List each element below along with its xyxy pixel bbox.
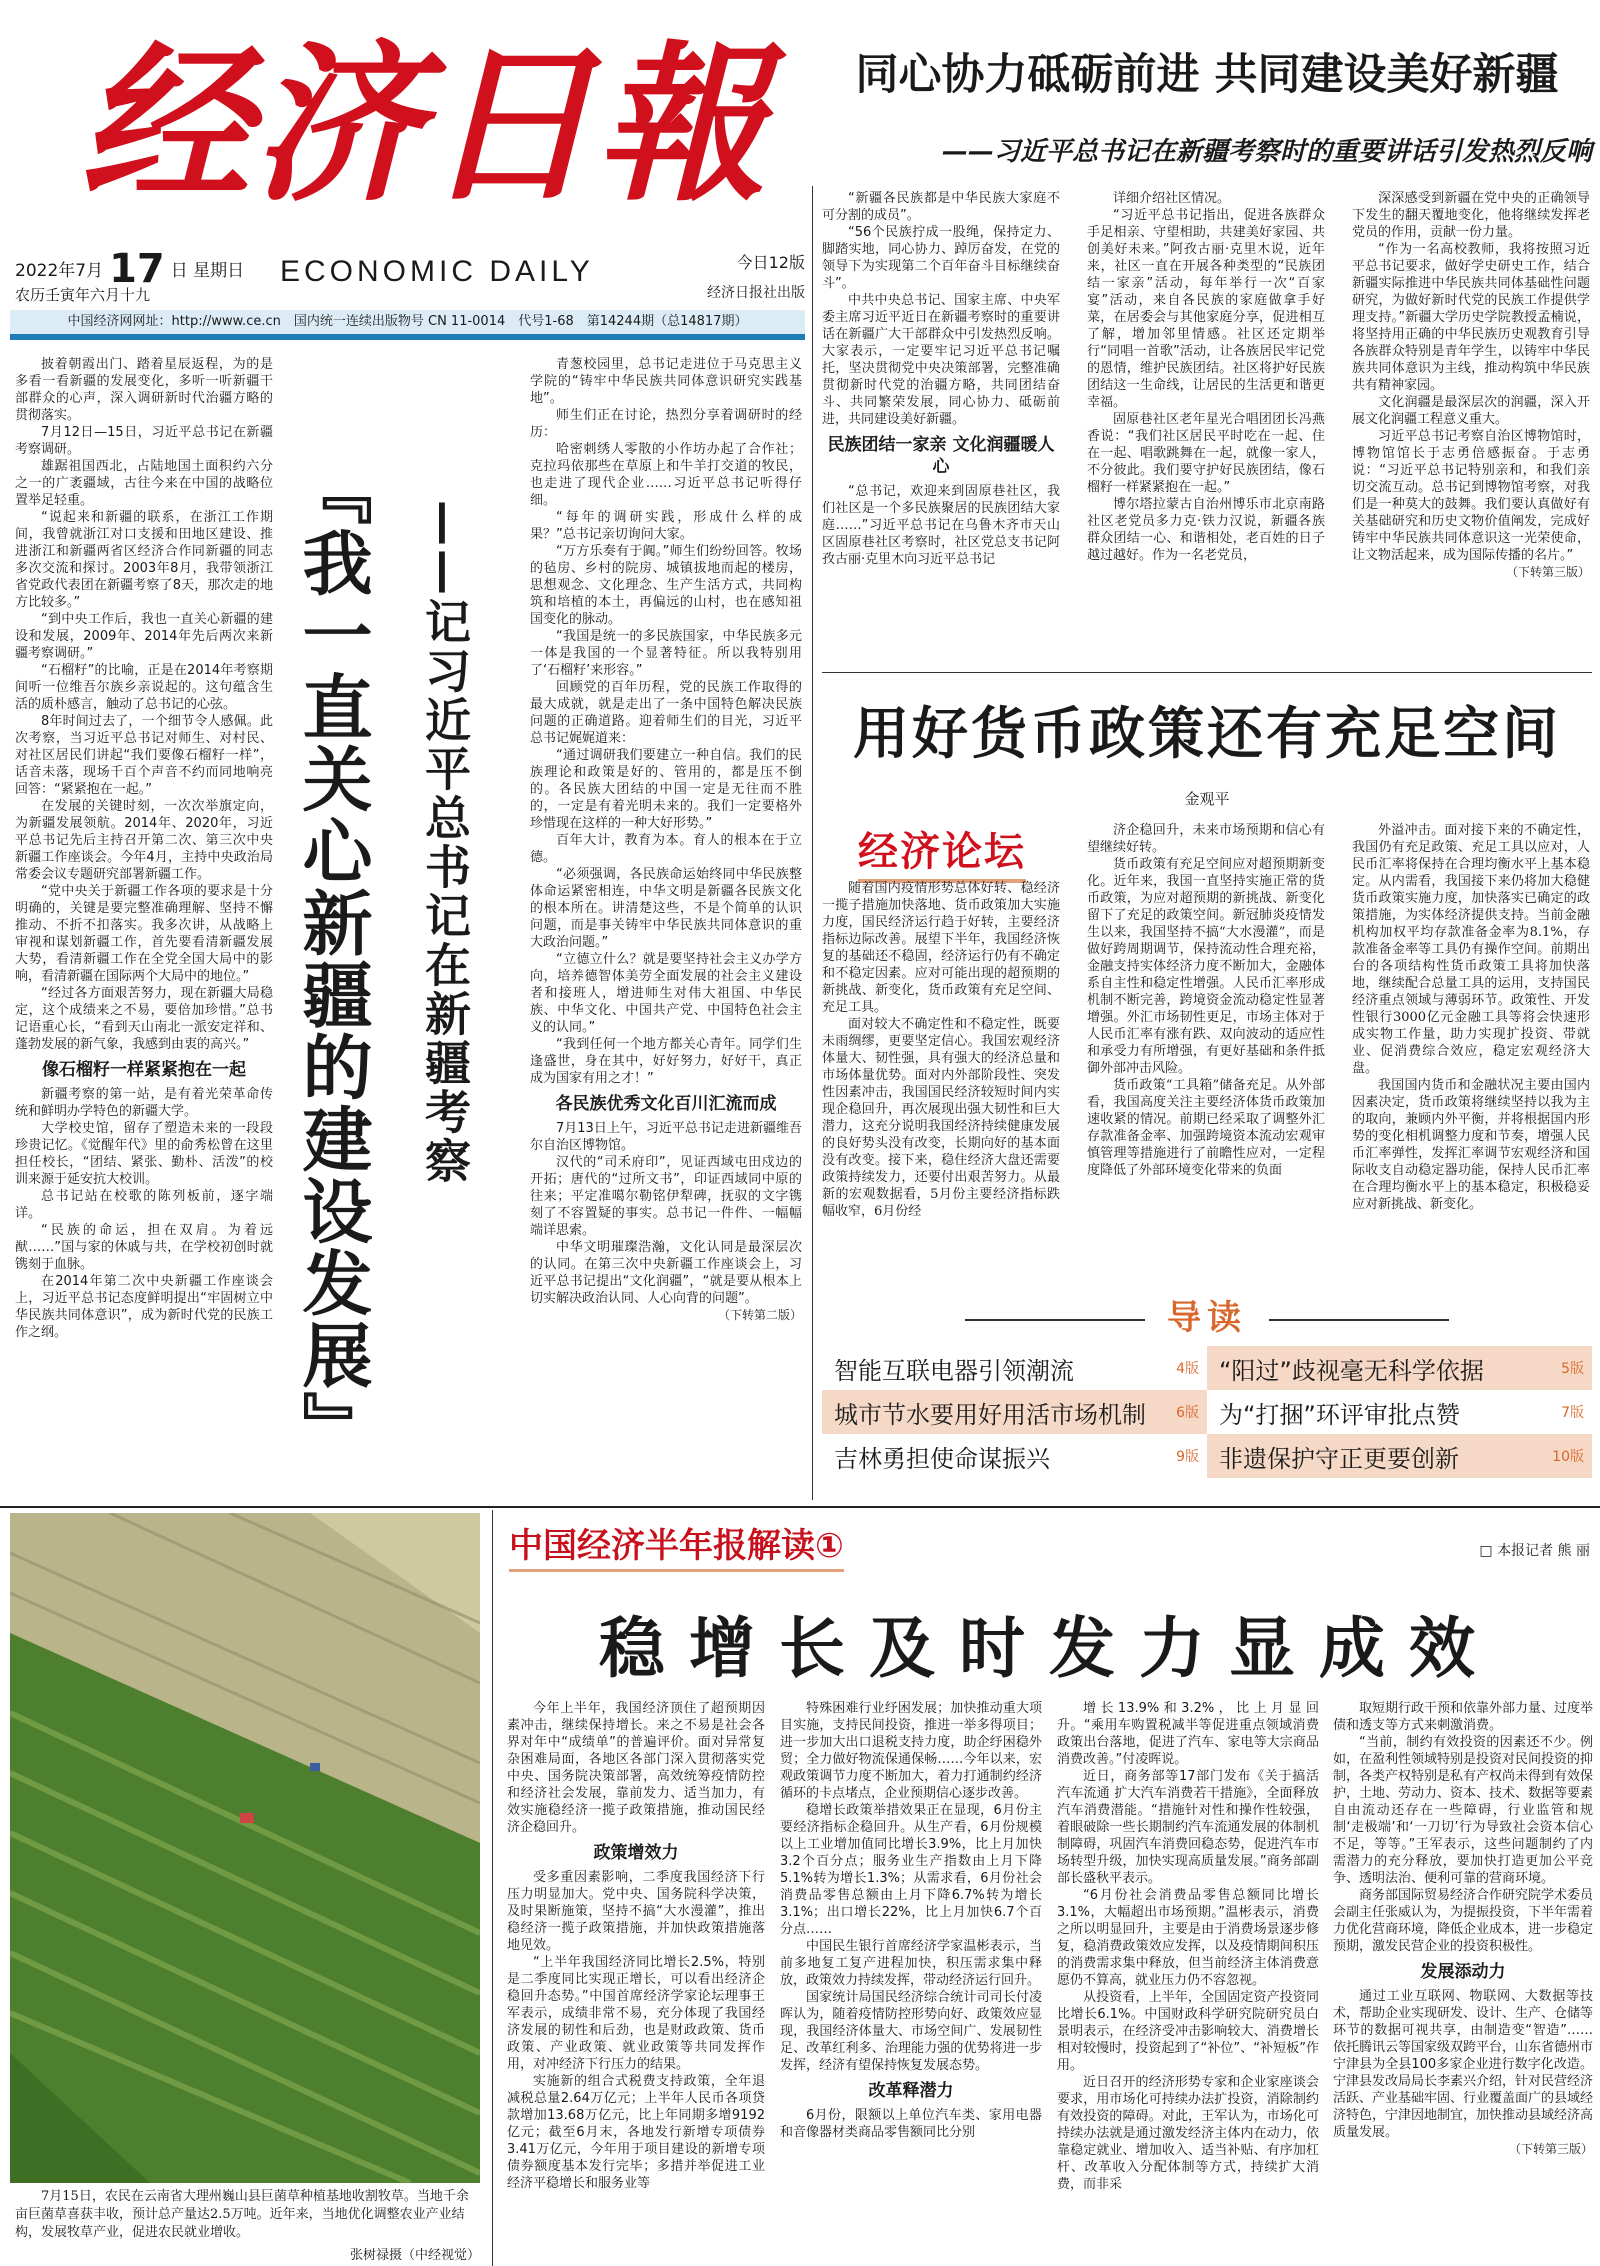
paragraph: “党中央关于新疆工作各项的要求是十分明确的，关键是要完整准确理解、坚持不懈推动、不折不扣落实。我多次讲，从战略上审视和谋划新疆工作，首先要看清新疆发展大势，看清新疆工作在全党全国大局中的影响，看清新疆在国际两个大局中的地位。”: [15, 884, 273, 984]
paragraph: “到中央工作后，我也一直关心新疆的建设和发展，2009年、2014年先后两次来新疆考察调研。”: [15, 612, 273, 661]
paragraph: 回顾党的百年历程，党的民族工作取得的最大成就，就是走出了一条中国特色解决民族问题的正确道路。迎着师生们的目光，习近平总书记娓娓道来：: [530, 680, 802, 746]
guide-title: 导读: [822, 1290, 1592, 1339]
paragraph: 通过工业互联网、物联网、大数据等技术，帮助企业实现研发、设计、生产、仓储等环节的数据可视共享，由制造变“智造”……依托腾讯云等国家级双跨平台，山东省德州市宁津县为全县100多家企业进行数字化改造。宁津县发改局局长李素兴介绍，针对民营经济活跃、产业基础牢固、行业覆盖面广的县域经济特色，宁津因地制宜，加快推动县域经济高质量发展。: [1333, 1989, 1594, 2140]
english-name: ECONOMIC DAILY: [280, 255, 594, 288]
info-band: 中国经济网网址：http://www.ce.cn 国内统一连续出版物号 CN 11-0014 代号1-68 第14244期（总14817期）: [10, 310, 805, 334]
guide-item-page: 6版: [1176, 1405, 1199, 1421]
guide-item-label: “阳过”歧视毫无科学依据: [1219, 1356, 1484, 1385]
photo-credit: 张树禄摄（中经视觉）: [349, 2248, 480, 2263]
column-divider: [492, 1510, 493, 2266]
guide-item[interactable]: [822, 1434, 1207, 1478]
guide-item[interactable]: [1207, 1346, 1592, 1390]
continued-note: （下转第二版）: [717, 1308, 802, 1322]
aerial-field-image: [10, 1513, 480, 2183]
paragraph: “作为一名高校教师，我将按照习近平总书记要求，做好学史研史工作，结合新疆实际推进中华民族共同体基础性问题研究，为做好新时代党的民族工作提供学理支持。”新疆大学历史学院教授孟楠说，将坚持用正确的中华民族历史观教育引导各族群众特别是青年学生，以铸牢中华民族共同体意识为主线，推动构筑中华民族共有精神家园。: [1352, 242, 1590, 393]
paragraph: 披着朝霞出门、踏着星辰返程，为的是多看一看新疆的发展变化，多听一听新疆干部群众的心声，深入调研新时代治疆方略的贯彻落实。: [15, 357, 273, 423]
paragraph: 青葱校园里，总书记走进位于马克思主义学院的“铸牢中华民族共同体意识研究实践基地”。: [530, 357, 802, 406]
forum-column: [1087, 822, 1325, 1179]
paragraph: “通过调研我们要建立一种自信。我们的民族理论和政策是好的、管用的，都是压不倒的。各民族大团结的中国一定是无往而不胜的，一定是有着光明未来的。我们一定要格外珍惜现在这样的一种大好形势。”: [530, 748, 802, 831]
guide-item[interactable]: [1207, 1390, 1592, 1434]
guide-item-label: 城市节水要用好用活市场机制: [834, 1400, 1146, 1429]
paragraph: “新疆各民族都是中华民族大家庭不可分割的成员”。: [822, 191, 1060, 223]
paragraph: 稳增长政策举措效果正在显现，6月份主要经济指标企稳回升。从生产看，6月份规模以上工业增加值同比增长3.9%，比上月加快3.2个百分点；服务业生产指数由上月下降5.1%转为增长1.3%；从需求看，6月份社会消费品零售总额由上月下降6.7%转为增长3.1%；出口增长22%，比上月加快6.7个百分点……: [780, 1803, 1042, 1937]
lunar-date: 农历壬寅年六月十九: [15, 286, 151, 304]
guide-item[interactable]: [822, 1390, 1207, 1434]
divider: [10, 334, 805, 340]
section-subhead: 改革释潜力: [868, 2081, 954, 2101]
half-year-headline: 稳增长及时发力显成效: [599, 1610, 1499, 1687]
section-subhead: 像石榴籽一样紧紧抱在一起: [42, 1060, 246, 1080]
paragraph: 济企稳回升，未来市场预期和信心有望继续好转。: [1087, 823, 1325, 855]
column-divider: [812, 186, 813, 1500]
paragraph: 货币政策“工具箱”储备充足。从外部看，我国高度关注主要经济体货币政策加速收紧的情况。前期已经采取了调整外汇存款准备金率、加强跨境资本流动宏观审慎管理等措施进行了前瞻性应对，一定程度降低了外部环境变化带来的负面: [1087, 1078, 1325, 1178]
lead-story-subtitle: ——记习近平总书记在新疆考察: [418, 500, 472, 1186]
lead-story-title: 『我一直关心新疆的建设发展』: [291, 455, 373, 1463]
photo-caption: 7月15日，农民在云南省大理州巍山县巨菌草种植基地收割牧草。当地千余亩巨菌草喜获丰收，预计总产量达2.5万吨。近年来，当地优化调整农业产业结构，发展牧草产业，促进农民就业增收。: [15, 2189, 469, 2240]
paragraph: “6月份社会消费品零售总额同比增长3.1%，大幅超出市场预期。”温彬表示，消费之所以明显回升，主要是由于消费场景逐步修复，稳消费政策效应发挥，以及疫情期间积压的消费需求集中释放，但当前经济主体消费意愿仍不算高，就业压力仍不容忽视。: [1057, 1888, 1319, 1988]
paragraph: “万方乐奏有于阗。”师生们纷纷回答。牧场的毡房、乡村的院房、城镇拔地而起的楼房，思想观念、文化理念、生产生活方式，共同构筑和培植的本土，再偏远的山村，也在感知祖国变化的脉动。: [530, 544, 802, 627]
guide-item-page: 10版: [1552, 1449, 1584, 1465]
top-story-column: [822, 190, 1060, 568]
paragraph: 受多重因素影响，二季度我国经济下行压力明显加大。党中央、国务院科学决策，及时果断施策，坚持不搞“大水漫灌”，推出稳经济一揽子政策措施，并加快政策措施落地见效。: [507, 1870, 765, 1953]
paragraph: 新疆考察的第一站，是有着光荣革命传统和鲜明办学特色的新疆大学。: [15, 1087, 273, 1119]
paragraph: 文化润疆是最深层次的润疆，深入开展文化润疆工程意义重大。: [1352, 395, 1590, 427]
paragraph: 大学校史馆，留存了塑造未来的一段段珍贵记忆。《觉醒年代》里的俞秀松曾在这里担任校长，“团结、紧张、勤朴、活泼”的校训来源于延安抗大校训。: [15, 1121, 273, 1187]
paragraph: “总书记，欢迎来到固原巷社区，我们社区是一个多民族聚居的民族团结大家庭……”习近平总书记在乌鲁木齐市天山区固原巷社区考察时，社区党总支书记阿孜古丽·克里木向习近平总书记: [822, 484, 1060, 567]
guide-item[interactable]: [822, 1346, 1207, 1390]
section-divider: [822, 672, 1592, 673]
section-subhead: 各民族优秀文化百川汇流而成: [555, 1094, 777, 1114]
paragraph: 中国民生银行首席经济学家温彬表示，当前多地复工复产进程加快，积压需求集中释放，政策效力持续发挥，带动经济运行回升。: [780, 1939, 1042, 1988]
paragraph: 7月12日—15日，习近平总书记在新疆考察调研。: [15, 425, 273, 457]
paragraph: 在发展的关键时刻，一次次举旗定向，为新疆发展领航。2014年、2020年，习近平总书记先后主持召开第二次、第三次中央新疆工作座谈会。今年4月，主持中央政治局常委会议专题研究部署新疆工作。: [15, 799, 273, 882]
top-story-subhead: ——习近平总书记在新疆考察时的重要讲话引发热烈反响: [941, 137, 1592, 167]
guide-item-page: 9版: [1176, 1449, 1199, 1465]
paragraph: 近日召开的经济形势专家和企业家座谈会要求，用市场化可持续办法扩投资，消除制约有效投资的障碍。对此，王军认为，市场化可持续办法就是通过激发经济主体内在动力，依靠稳定就业、增加收入、适当补贴、有序加杠杆、改革收入分配体制等方式，持续扩大消费，而非采: [1057, 2075, 1319, 2192]
paragraph: 从投资看，上半年，全国固定资产投资同比增长6.1%。中国财政科学研究院研究员白景明表示，在经济受冲击影响较大、消费增长相对较慢时，投资起到了“补位”、“补短板”作用。: [1057, 1990, 1319, 2073]
paragraph: 在2014年第二次中央新疆工作座谈会上，习近平总书记态度鲜明提出“牢固树立中华民族共同体意识”，成为新时代党的民族工作之纲。: [15, 1274, 273, 1340]
paragraph: “习近平总书记指出，促进各族群众手足相亲、守望相助，共建美好家园、共创美好未来。”阿孜古丽·克里木说，近年来，社区一直在开展各种类型的“民族团结一家亲”活动，每年举行一次“百家宴”活动，来自各民族的家庭做拿手好菜，在居委会与其他家庭分享，促进相互了解，增加邻里情感。社区还定期举行“同唱一首歌”活动，让各族居民牢记党的恩情，维护民族团结。社区将护好民族团结这一生命线，让居民的生活更和谐更幸福。: [1087, 208, 1325, 410]
paragraph: 7月13日上午，习近平总书记走进新疆维吾尔自治区博物馆。: [530, 1121, 802, 1153]
date-day: 17: [109, 246, 165, 292]
half-year-column: [780, 1700, 1042, 2141]
pages-today: 今日12版: [736, 253, 805, 272]
forum-column: [1352, 822, 1590, 1213]
guide-item-label: 非遗保护守正更要创新: [1219, 1444, 1459, 1473]
paragraph: 外溢冲击。面对接下来的不确定性，我国仍有充足政策、充足工具以应对，人民币汇率将保持在合理均衡水平上基本稳定。从内需看，我国接下来仍将加大稳健货币政策实施力度，加快落实已确定的政策措施，为实体经济提供支持。当前金融机构加权平均存款准备金率为8.1%，存款准备金率等工具仍有操作空间。前期出台的各项结构性货币政策工具将加快落地，继续配合总量工具的运用，支持国民经济重点领域与薄弱环节。政策性、开发性银行3000亿元金融工具等将会快速形成实物工作量，助力实现扩投资、带就业、促消费综合效应，稳定宏观经济大盘。: [1352, 823, 1590, 1076]
guide-item-label: 吉林勇担使命谋振兴: [834, 1444, 1050, 1473]
harvest-photo: [10, 1513, 480, 2183]
paragraph: “经过各方面艰苦努力，现在新疆大局稳定，这个成绩来之不易，要倍加珍惜。”总书记语重心长，“看到天山南北一派安定祥和、蓬勃发展的新气象，我感到由衷的高兴。”: [15, 986, 273, 1052]
paragraph: 8年时间过去了，一个细节令人感佩。此次考察，当习近平总书记对师生、对村民、对社区居民们讲起“我们要像石榴籽一样”，话音未落，现场千百个声音不约而同地响亮回答：“紧紧抱在一起。”: [15, 714, 273, 797]
paragraph: “56个民族拧成一股绳，保持定力、脚踏实地，同心协力、踔厉奋发，在党的领导下为实现第二个百年奋斗目标继续奋斗”。: [822, 225, 1060, 291]
top-story-column: [1087, 190, 1325, 564]
paragraph: 今年上半年，我国经济顶住了超预期因素冲击，继续保持增长。来之不易是社会各界对年中“成绩单”的普遍评价。面对异常复杂困难局面，各地区各部门深入贯彻落实党中央、国务院决策部署，高效统筹疫情防控和经济社会发展，靠前发力、适当加力，有效实施稳经济一揽子政策措施，推动国民经济企稳回升。: [507, 1701, 765, 1835]
section-subhead: 政策增效力: [593, 1843, 679, 1863]
paragraph: “必须强调，各民族命运始终同中华民族整体命运紧密相连，中华文明是新疆各民族文化的根本所在。讲清楚这些，不是个简单的认识问题，而是事关铸牢中华民族共同体意识的重大政治问题。”: [530, 867, 802, 950]
paragraph: 博尔塔拉蒙古自治州博乐市北京南路社区老党员多力克·铁力汉说，新疆各族群众团结一心、和谐相处，老百姓的日子越过越好。作为一名老党员，: [1087, 497, 1325, 563]
paragraph: 中共中央总书记、国家主席、中央军委主席习近平近日在新疆考察时的重要讲话在新疆广大干部群众中引发热烈反响。大家表示，一定要牢记习近平总书记嘱托，坚决贯彻党中央决策部署，完整准确贯彻新时代党的治疆方略，共同团结奋斗、共同繁荣发展，同心协力、砥砺前进，共同建设美好新疆。: [822, 293, 1060, 427]
date-suffix: 日 星期日: [170, 261, 245, 281]
paragraph: 固原巷社区老年星光合唱团团长冯燕香说：“我们社区居民平时吃在一起、住在一起、唱歌跳舞在一起，就像一家人，不分彼此。我们要守护好民族团结，像石榴籽一样紧紧抱在一起。”: [1087, 412, 1325, 495]
series-label: 中国经济半年报解读①: [509, 1518, 844, 1572]
half-year-column: [507, 1700, 765, 2192]
forum-label: 经济论坛: [858, 820, 1026, 883]
section-subhead: 发展添动力: [1420, 1962, 1506, 1982]
publisher: 经济日报社出版: [707, 285, 805, 301]
paragraph: 取短期行政干预和依靠外部力量、过度举债和透支等方式来刺激消费。: [1333, 1701, 1594, 1733]
paragraph: 特殊困难行业纾困发展；加快推动重大项目实施，支持民间投资，推进一举多得项目；进一步加大出口退税支持力度，助企纾困稳外贸；全力做好物流保通保畅……今年以来，宏观政策调节力度不断加大，着力打通制约经济循环的卡点堵点，企业预期信心逐步改善。: [780, 1701, 1042, 1801]
guide-item-label: 智能互联电器引领潮流: [834, 1356, 1074, 1385]
top-story-headline: 同心协力砥砺前进 共同建设美好新疆: [855, 50, 1559, 100]
paragraph: 商务部国际贸易经济合作研究院学术委员会副主任张威认为，为提振投资，下半年需着力优化营商环境，降低企业成本，进一步稳定预期，激发民营企业的投资积极性。: [1333, 1888, 1594, 1954]
guide-item-page: 4版: [1176, 1361, 1199, 1377]
reporter-byline: □ 本报记者 熊 丽: [1479, 1543, 1590, 1559]
paragraph: 汉代的“司禾府印”，见证西域屯田戍边的开拓；唐代的“过所文书”，印证西域同中原的往来；平定准噶尔勒铭伊犁碑，抚驭的文字镌刻了不容置疑的事实。总书记一件件、一幅幅端详思索。: [530, 1155, 802, 1238]
forum-headline: 用好货币政策还有充足空间: [853, 702, 1561, 767]
harvester: [240, 1813, 254, 1823]
paragraph: 近日，商务部等17部门发布《关于搞活汽车流通 扩大汽车消费若干措施》，全面释放汽车消费潜能。“措施针对性和操作性较强，着眼破除一些长期制约汽车流通发展的体制机制障碍，巩固汽车消费回稳态势，促进汽车市场转型升级，加快实现高质量发展。”商务部副部长盛秋平表示。: [1057, 1769, 1319, 1886]
continued-note: （下转第三版）: [1508, 2142, 1593, 2156]
paragraph: “石榴籽”的比喻，正是在2014年考察期间听一位维吾尔族乡亲说起的。这句蕴含生活的质朴感言，触动了总书记的心弦。: [15, 663, 273, 712]
paragraph: 货币政策有充足空间应对超预期新变化。近年来，我国一直坚持实施正常的货币政策，为应对超预期的新挑战、新变化留下了充足的政策空间。新冠肺炎疫情发生以来，我国坚持不搞“大水漫灌”，而是做好跨周期调节，保持流动性合理充裕，金融支持实体经济力度不断加大，金融体系自主性和稳定性增强。人民币汇率形成机制不断完善，跨境资金流动稳定性显著增强。外汇市场韧性更足，市场主体对于人民币汇率有涨有跌、双向波动的适应性和承受力有所增强，有更好基础和条件抵御外部冲击风险。: [1087, 857, 1325, 1076]
section-subhead: 民族团结一家亲 文化润疆暖人心: [827, 435, 1055, 477]
guide-item-page: 7版: [1561, 1405, 1584, 1421]
paragraph: “上半年我国经济同比增长2.5%，特别是二季度同比实现正增长，可以看出经济企稳回升态势。”中国首席经济学家论坛理事王军表示，成绩非常不易，充分体现了我国经济发展的韧性和后劲，也是财政政策、货币政策、产业政策、就业政策等共同发挥作用，对冲经济下行压力的结果。: [507, 1955, 765, 2072]
date-prefix: 2022年7月: [15, 261, 104, 281]
paragraph: 习近平总书记考察自治区博物馆时，博物馆馆长于志勇倍感振奋。于志勇说：“习近平总书记特别亲和，和我们亲切交流互动。总书记到博物馆考察，对我们是一种莫大的鼓舞。我们要认真做好有关基础研究和历史文物价值阐发，完成好铸牢中华民族共同体意识这一光荣使命，让文物活起来，成为国际传播的名片。”: [1352, 429, 1590, 563]
paragraph: “说起来和新疆的联系，在浙江工作期间，我曾就浙江对口支援和田地区建设、推进浙江和新疆两省区经济合作同新疆的同志多次交流和探讨。2003年8月，我带领浙江省党政代表团在新疆考察了8天，那次走的地方比较多。”: [15, 510, 273, 610]
lead-story-column: [530, 356, 802, 1324]
guide-item-label: 为“打捆”环评审批点赞: [1219, 1400, 1460, 1429]
newspaper-logo: 经济日報: [80, 25, 769, 225]
paragraph: 中华文明璀璨浩瀚，文化认同是最深层次的认同。在第三次中央新疆工作座谈会上，习近平总书记提出“文化润疆”，“就是要从根本上切实解决政治认同、人心向背的问题”。: [530, 1240, 802, 1306]
paragraph: 师生们正在讨论，热烈分享着调研时的经历：: [530, 408, 802, 440]
paragraph: 我国国内货币和金融状况主要由国内因素决定，货币政策将继续坚持以我为主的取向，兼顾内外平衡，并将根据国内形势的变化相机调整力度和节奏，增强人民币汇率弹性，发挥汇率调节宏观经济和国际收支自动稳定器功能，保持人民币汇率在合理均衡水平上的基本稳定，积极稳妥应对新挑战、新变化。: [1352, 1078, 1590, 1212]
top-story-column: [1352, 190, 1590, 581]
forum-byline: 金观平: [1184, 790, 1230, 808]
paragraph: 实施新的组合式税费支持政策，全年退减税总量2.64万亿元；上半年人民币各项贷款增加13.68万亿元，比上年同期多增9192亿元；截至6月末，各地发行新增专项债券3.41万亿元，今年用于项目建设的新增专项债券额度基本发行完毕；多措并举促进工业经济平稳增长和服务业等: [507, 2074, 765, 2191]
guide-item[interactable]: [1207, 1434, 1592, 1478]
paragraph: “我到任何一个地方都关心青年。同学们生逢盛世，身在其中，好好努力，好好干，真正成为国家有用之才！”: [530, 1037, 802, 1086]
paragraph: 雄踞祖国西北，占陆地国土面积约六分之一的广袤疆域，古往今来在中国的战略位置举足轻重。: [15, 459, 273, 508]
paragraph: “每年的调研实践，形成什么样的成果？”总书记亲切询问大家。: [530, 510, 802, 542]
lead-story-column: [15, 356, 273, 1341]
paragraph: 哈密刺绣人零散的小作坊办起了合作社；克拉玛依那些在草原上和牛羊打交道的牧民，也走进了现代企业……习近平总书记听得仔细。: [530, 442, 802, 508]
guide-item-page: 5版: [1561, 1361, 1584, 1377]
paragraph: 面对较大不确定性和不稳定性，既要未雨绸缪，更要坚定信心。我国宏观经济体量大、韧性强，具有强大的经济总量和市场体量优势。面对内外部阶段性、突发性因素冲击，我国国民经济较短时间内实现企稳回升，再次展现出强大韧性和巨大潜力，这充分说明我国经济持续健康发展的良好势头没有改变，长期向好的基本面没有改变。接下来，稳住经济大盘还需要政策持续发力，还要付出艰苦努力。从最新的宏观数据看，5月份主要经济指标跌幅收窄，6月份经: [822, 1017, 1060, 1219]
section-divider: [0, 1506, 1600, 1508]
paragraph: “我国是统一的多民族国家，中华民族多元一体是我国的一个显著特征。所以我特别用了‘石榴籽’来形容。”: [530, 629, 802, 678]
paragraph: 详细介绍社区情况。: [1113, 191, 1231, 206]
paragraph: 深深感受到新疆在党中央的正确领导下发生的翻天覆地变化，他将继续发挥老党员的作用，贡献一份力量。: [1352, 191, 1590, 240]
paragraph: “当前，制约有效投资的因素还不少。例如，在盈利性领域特别是投资对民间投资的抑制，各类产权特别是私有产权尚未得到有效保护，土地、劳动力、资本、技术、数据等要素自由流动还存在一些障碍，行业监管和规制‘走极端’和‘一刀切’行为导致社会资本信心不足，等等。”王军表示，这些问题制约了内需潜力的充分释放，要加快打造更加公平竞争、透明法治、便利可靠的营商环境。: [1333, 1735, 1594, 1886]
paragraph: 总书记站在校歌的陈列板前，逐字端详。: [15, 1189, 273, 1221]
paragraph: 国家统计局国民经济综合统计司司长付凌晖认为，随着疫情防控形势向好、政策效应显现，我国经济体量大、市场空间广、发展韧性足、改革红利多、治理能力强的优势将进一步发挥，经济有望保持恢复发展态势。: [780, 1990, 1042, 2073]
half-year-column: [1333, 1700, 1593, 2158]
paragraph: 随着国内疫情形势总体好转、稳经济一揽子措施加快落地、货币政策加大实施力度，国民经济运行趋于好转，主要经济指标边际改善。展望下半年，我国经济恢复的基础还不稳固，经济运行仍有不确定和不稳定因素。应对可能出现的超预期的新挑战、新变化，货币政策有充足空间、充足工具。: [822, 881, 1060, 1015]
paragraph: 百年大计，教育为本。育人的根本在于立德。: [530, 833, 802, 865]
paragraph: 增长13.9%和3.2%，比上月显回升。“乘用车购置税减半等促进重点领域消费政策出台落地，促进了汽车、家电等大宗商品消费改善。”付凌晖说。: [1057, 1701, 1319, 1767]
paragraph: “民族的命运，担在双肩。为着远猷……”国与家的休戚与共，在学校初创时就镌刻于血脉。: [15, 1223, 273, 1272]
half-year-column: [1057, 1700, 1319, 2193]
paragraph: 6月份，限额以上单位汽车类、家用电器和音像器材类商品零售额同比分别: [780, 2108, 1042, 2140]
continued-note: （下转第三版）: [1505, 565, 1590, 579]
paragraph: “立德立什么？就是要坚持社会主义办学方向，培养德智体美劳全面发展的社会主义建设者和接班人，增进师生对伟大祖国、中华民族、中华文化、中国共产党、中国特色社会主义的认同。”: [530, 952, 802, 1035]
forum-column: [822, 880, 1060, 1220]
